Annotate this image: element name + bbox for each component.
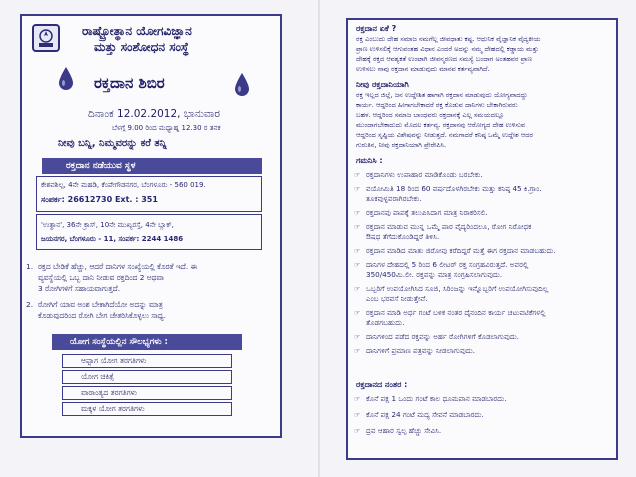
why-donate-line: ದೇಹಕ್ಕೆ ರಕ್ತದ ಆವಶ್ಯಕತೆ ಉಂಟಾಗಿ ಜೀವನ್ಮರಣದ ಸಮಸ್ಯೆ ಬಂದಾಗ ಅಂತಹವರ ಪ್ರಾಣ <box>356 55 533 63</box>
note-1-line: ವ್ಯವಸ್ಥೆಯಲ್ಲಿ ಒಬ್ಬ ದಾನಿ ನೀಡುವ ರಕ್ತದಿಂದ 2 ಅಥವಾ <box>38 273 164 282</box>
why-donate-line: ಪ್ರಾಣ ಉಳಿಸಲಿಕ್ಕೆ ಆಗುವಂತಹ ವಿಧಾನ ಎಂದರೆ ಅದನ್ನು ನಮ್ಮ ದೇಹದಲ್ಲಿ ಕಡ್ಡಾಯ ಮತ್ತು <box>356 45 539 53</box>
venue-box-1 <box>36 176 262 212</box>
page-fold <box>318 0 320 477</box>
blood-drop-icon <box>234 72 250 102</box>
pointer-hand-icon: ☞ <box>354 223 361 231</box>
facilities-heading: ಯೋಗ ಸಂಸ್ಥೆಯಲ್ಲಿನ ಸೌಲಭ್ಯಗಳು : <box>52 334 242 350</box>
be-donor-line: ರಕ್ತ ಇಲ್ಲದ ಜಿಲ್ಲೆ, ಜನ ಉದ್ದೇಶಿತ ಹಾಗಾಗಿ ರಕ್ತದಾನ ಮಾಡುವುದು ಯೋಗ್ಯವಾದದ್ದು <box>356 91 528 99</box>
after-item <box>354 394 507 404</box>
pointer-hand-icon: ☞ <box>354 261 361 269</box>
note-item-line <box>354 294 428 304</box>
be-donor-line: ಕಾರ್ಯ. ಆದ್ದರಿಂದ ಹೀಗಾಗಬೇಕಾದರೆ ರಕ್ತ ಕೊಡುವ ದಾನಿಗಳು ಬೇಕಾಗಿರುವರು <box>356 101 518 109</box>
note-item-line <box>354 260 528 270</box>
be-donor-line: ಮುಂದಾಗಬೇಕಾದುದು ಮೊದಲ ಕರ್ತವ್ಯ. ರಕ್ತದಾನವು ಆರೋಗ್ಯದ ದೇಹ ಉಳಿಸುವ <box>356 121 526 129</box>
note-item-line <box>354 170 483 180</box>
note-item-line <box>354 332 519 342</box>
event-time: ಬೆಳಗ್ಗೆ 9.00 ರಿಂದ ಮಧ್ಯಾಹ್ನ 12.30 ರ ತನಕ <box>112 124 221 132</box>
org-name-line1: ರಾಷ್ಟ್ರೋತ್ಥಾನ ಯೋಗವಿಜ್ಞಾನ <box>82 24 192 38</box>
venue1-address: ಕೇಶವಶಿಲ್ಪ, 4ನೇ ಮಹಡಿ, ಕೆಂಪೇಗೌಡನಗರ, ಬೆಂಗಳೂರು - 560 019. <box>41 181 206 189</box>
note-2-number: 2. <box>26 300 34 309</box>
venue2-phone: ಜಯನಗರ, ಬೆಂಗಳೂರು - 11, ಸಂಪರ್ಕ: 2244 1486 <box>41 235 184 243</box>
note-item-line <box>354 270 502 280</box>
note-item-text: ವಯೋಮಿತಿ 18 ರಿಂದ 60 ವರ್ಷದೊಳಗಿರಬೇಕು ಮತ್ತು ಕನಿಷ್ಠ 45 ಕಿ.ಗ್ರಾಂ. <box>366 184 542 193</box>
why-donate-line: ರಕ್ತ ಎಂಬುದು ದೇಹ ಸಮಾಜ ನಮಗೆಲ್ಲ ಜೀವಧಾತು ಕಷ್ಟ. ಆಧುನಿಕ ವೈಜ್ಞಾನಿಕ ವೈದ್ಯಕೀಯ <box>356 35 541 43</box>
note-item-text: ಔಷಧ ತೆಗೆದುಕೊಂಡಿದ್ದರೆ ತಿಳಿಸಿ. <box>366 232 440 241</box>
note-item-text: ರಕ್ತದಾನವು ಪಾಪಕ್ಕೆ ತಲುಪಿಸಿದಾಗ ಮಾತ್ರ ನಿರಾಕರಿಸಲಿ. <box>366 208 488 217</box>
pointer-hand-icon: ☞ <box>354 395 361 403</box>
after-heading: ರಕ್ತದಾನದ ನಂತರ : <box>356 380 408 389</box>
left-panel <box>20 14 282 438</box>
note-2-line: ರೋಗಿಗೆ ಯಾವ ಅಂಶ ಬೇಕಾಗಿದೆಯೋ ಅದನ್ನು ಮಾತ್ರ <box>38 300 163 309</box>
after-item <box>354 410 484 420</box>
event-title: ರಕ್ತದಾನ ಶಿಬಿರ <box>94 74 165 92</box>
note-1-line: 3 ರೋಗಿಗಳಿಗೆ ಸಹಾಯವಾಗುತ್ತದೆ. <box>38 284 121 293</box>
note-item-text: ರಕ್ತದಾನ ಮಾಡಿ ಅರ್ಧ ಗಂಟೆ ಬಳಿಕ ನಂತರ ದೈನಂದಿನ ಕಾರ್ಯ ಚಟುವಟಿಕೆಗಳಲ್ಲಿ <box>366 308 546 317</box>
be-donor-heading: ನೀವು ರಕ್ತದಾನಿಯಾಗಿ <box>356 80 409 89</box>
note-item-text: ಎಂಬ ಭರವಸೆ ನೀಡುತ್ತೇವೆ. <box>366 294 428 303</box>
note-1-line: ರಕ್ತದ ಬೇಡಿಕೆ ಹೆಚ್ಚು, ಆದರೆ ದಾನಿಗಳ ಸಂಖ್ಯೆಯಲ್ಲಿ ಕೊರತೆ ಇದೆ. ಈ <box>38 262 197 271</box>
note-item-text: ತೊಡಗಬಹುದು. <box>366 318 405 327</box>
note-2-line: ಕೊಡುವುದರಿಂದ ರೋಗಿ ಬೇಗ ಚೇತರಿಸಿಕೊಳ್ಳಲು ಸಾಧ್ಯ. <box>38 311 166 320</box>
note-heading: ಗಮನಿಸಿ : <box>356 156 383 165</box>
note-item-line <box>354 184 542 194</box>
event-date: ದಿನಾಂಕ 12.02.2012, ಭಾನುವಾರ <box>88 108 220 120</box>
pointer-hand-icon: ☞ <box>354 247 361 255</box>
invite-line: ನೀವು ಬನ್ನಿ, ನಿಮ್ಮವರನ್ನು ಕರೆ ತನ್ನಿ <box>58 138 167 149</box>
pointer-hand-icon: ☞ <box>354 171 361 179</box>
why-donate-line: ಉಳಿಸಲು ನಾವು ರಕ್ತದಾನ ಮಾಡುವುದು ಮಾನವ ಕರ್ತವ್ಯವಾಗಿದೆ. <box>356 65 490 73</box>
note-item-line <box>354 208 488 218</box>
facility-item: ವಾರಾಂತ್ಯದ ತರಗತಿಗಳು <box>62 386 232 400</box>
note-item-line <box>354 284 548 294</box>
facility-item: ಆಫ್ಸಾಗ ಯೋಗ ತರಗತಿಗಳು <box>62 354 232 368</box>
pointer-hand-icon: ☞ <box>354 309 361 317</box>
note-item-line <box>354 308 546 318</box>
note-item-line <box>354 318 405 328</box>
note-item-text: ದಾನಿಗಳಿಂದ ಪಡೆದ ರಕ್ತವನ್ನು ಅರ್ಹ ರೋಗಿಗಳಿಗೆ ಕೊಡಲಾಗುವುದು. <box>366 332 520 341</box>
be-donor-line: ಗುರುತಿನ, ನೀವು ರಕ್ತದಾನಿಯಾಗಿ ಪ್ರೇರೇಪಿಸಿ. <box>356 141 447 149</box>
note-item-text: 350/450ಮಿ.ಲೀ. ರಕ್ತವನ್ನು ಮಾತ್ರ ಸಂಗ್ರಹಿಸಲಾಗುವುದು. <box>366 270 503 279</box>
note-item-text: ದಾನಿಗಳ ದೇಹದಲ್ಲಿ 5 ರಿಂದ 6 ಲೀಟರ್ ರಕ್ತ ಸಂಗ್ರಹವಿರುತ್ತದೆ. ಅವರಲ್ಲಿ <box>366 260 529 269</box>
note-item-text: ರಕ್ತದಾನ ಮಾಡಿದ ಮಾತು ಜಿರೋವು ಕರೆದಿದ್ದರೆ ಮತ್ತೆ ಈಗ ರಕ್ತದಾನ ಮಾಡಬಹುದು. <box>366 246 556 255</box>
venue-box-2 <box>36 214 262 250</box>
note-item-line <box>354 246 556 256</box>
facility-item: ಯೋಗ ಚಿಕಿತ್ಸೆ <box>62 370 232 384</box>
pointer-hand-icon: ☞ <box>354 209 361 217</box>
after-item-text: ಕೊನೆ ಪಕ್ಷ 1 ಒಂದು ಗಂಟೆ ಕಾಲ ಧೂಮಪಾನ ಮಾಡಬಾರದು. <box>366 394 507 403</box>
pointer-hand-icon: ☞ <box>354 185 361 193</box>
emblem-logo <box>32 24 60 52</box>
why-donate-heading: ರಕ್ತದಾನ ಏಕೆ ? <box>356 24 397 33</box>
note-item-text: ರಕ್ತದಾನಿಗಳು ಉಪಾಹಾರ ಮಾಡಿಕೊಂಡು ಬರಬೇಕು. <box>366 170 483 179</box>
venue1-phone: ಸಂಪರ್ಕ: 26612730 Ext. : 351 <box>41 195 158 204</box>
after-item <box>354 426 441 436</box>
be-donor-line: ಬಹಳ. ಆದ್ದರಿಂದ ಸಮಾಜ ಬಾಂಧವರು ರಕ್ತದಾನಕ್ಕೆ ಎಲ್ಲ ಸಮಯದಲ್ಲೂ <box>356 111 505 119</box>
facility-item: ಮಕ್ಕಳ ಯೋಗ ತರಗತಿಗಳು <box>62 402 232 416</box>
venue2-address: 'ಉತ್ಥಾನ', 36ನೇ ಕ್ರಾಸ್, 10ನೇ ಮುಖ್ಯರಸ್ತೆ, 4ನೇ ಬ್ಲಾಕ್, <box>41 221 174 229</box>
after-item-text: ದ್ರವ ಆಹಾರ ಸ್ವಲ್ಪ ಹೆಚ್ಚು ಸೇವಿಸಿ. <box>366 426 442 435</box>
note-item-text: ಒಬ್ಬರಿಗೆ ಉಪಯೋಗಿಸಿದ ಸೂಜಿ, ಸಿರಿಂಜನ್ನು ಇನ್ನೊಬ್ಬರಿಗೆ ಉಪಯೋಗಿಸುವುದಿಲ್ಲ <box>366 284 549 293</box>
right-panel <box>346 18 618 460</box>
pointer-hand-icon: ☞ <box>354 411 361 419</box>
note-item-line <box>354 194 422 204</box>
note-item-text: ರಕ್ತದಾನ ಮಾಡುವ ಮುನ್ನ ಒಮ್ಮೆ ಪಾರ ವೈದ್ಯರಿಂದಲೂ, ರೋಗ ನಿರೋಧಕ <box>366 222 532 231</box>
blood-drop-icon <box>58 66 74 96</box>
pointer-hand-icon: ☞ <box>354 285 361 293</box>
note-item-line <box>354 232 439 242</box>
be-donor-line: ಆದ್ದರಿಂದ ಸೃಷ್ಟಿಯ ವಿಶೇಷವನ್ನು ನೀಡುತ್ತದೆ. ನಮಗಾದರೆ ಕನಿಷ್ಠ ಒಮ್ಮೆ ಉದ್ದೇಶ ಆದರ <box>356 131 533 139</box>
org-name-line2: ಮತ್ತು ಸಂಶೋಧನ ಸಂಸ್ಥೆ <box>94 40 189 54</box>
pointer-hand-icon: ☞ <box>354 333 361 341</box>
venue-heading: ರಕ್ತದಾನ ನಡೆಯುವ ಸ್ಥಳ <box>42 158 262 174</box>
note-1-number: 1. <box>26 262 34 271</box>
after-item-text: ಕೊನೆ ಪಕ್ಷ 24 ಗಂಟೆ ಮದ್ಯ ಸೇವನೆ ಮಾಡಬಾರದು. <box>366 410 484 419</box>
note-item-text: ದಾನಿಗಳಿಗೆ ಪ್ರಮಾಣ ಪತ್ರವನ್ನು ನೀಡಲಾಗುವುದು. <box>366 346 476 355</box>
note-item-line <box>354 222 531 232</box>
pointer-hand-icon: ☞ <box>354 347 361 355</box>
pointer-hand-icon: ☞ <box>354 427 361 435</box>
note-item-text: ತೂಕವುಳ್ಳವರಾಗಿರಬೇಕು. <box>366 194 422 203</box>
note-item-line <box>354 346 475 356</box>
